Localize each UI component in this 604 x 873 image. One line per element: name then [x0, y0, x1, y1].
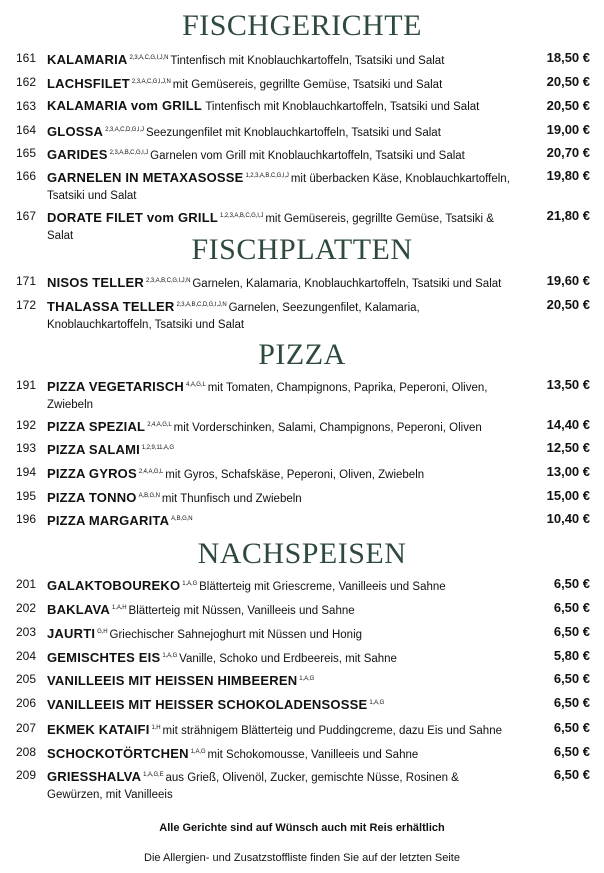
- item-name: LACHSFILET: [47, 76, 130, 91]
- allergen-codes: 1,2,3,A,B,C,G,I,J: [220, 213, 264, 219]
- item-description: mit Schokomousse, Vanilleeis und Sahne: [207, 749, 419, 761]
- item-price: 14,40 €: [546, 417, 590, 432]
- item-name: BAKLAVA: [47, 602, 111, 617]
- item-price: 21,80 €: [546, 208, 590, 223]
- allergen-codes: 1,A,G: [162, 653, 178, 659]
- allergen-note: Die Allergien- und Zusatzstoffliste finden Sie auf der letzten Seite: [144, 852, 460, 864]
- item-name: THALASSA TELLER: [47, 299, 175, 314]
- item-number: 166: [16, 169, 37, 183]
- item-name: PIZZA SPEZIAL: [47, 419, 146, 434]
- item-number: 162: [16, 75, 37, 89]
- item-number: 201: [16, 577, 37, 591]
- item-number: 205: [16, 672, 37, 686]
- item-price: 6,50 €: [553, 624, 590, 639]
- item-number: 171: [16, 274, 37, 288]
- item-price: 6,50 €: [553, 744, 590, 759]
- allergen-codes: 1,A,H: [112, 605, 127, 611]
- item-description: Blätterteig mit Griescreme, Vanilleeis und Sahne: [199, 581, 446, 593]
- item-description: mit Vorderschinken, Salami, Champignons, Peperoni, Oliven: [173, 422, 482, 434]
- item-number: 208: [16, 745, 37, 759]
- item-description: Garnelen, Kalamaria, Knoblauchkartoffeln, Tsatsiki und Salat: [192, 278, 502, 290]
- item-number: 209: [16, 768, 37, 782]
- item-number: 193: [16, 441, 37, 455]
- item-price: 19,80 €: [546, 168, 590, 183]
- allergen-codes: 2,3,A,C,D,G,I,J: [105, 127, 144, 133]
- item-name: JAURTI: [47, 626, 96, 641]
- item-number: 192: [16, 418, 37, 432]
- item-name: PIZZA TONNO: [47, 490, 137, 505]
- item-name: PIZZA GYROS: [47, 466, 137, 481]
- item-description: Tintenfisch mit Knoblauchkartoffeln, Tsatsiki und Salat: [205, 101, 480, 113]
- item-price: 6,50 €: [553, 671, 590, 686]
- item-description: mit überbacken Käse, Knoblauchkartoffeln, Tsatsiki und Salat: [47, 173, 510, 202]
- item-name: EKMEK KATAIFI: [47, 722, 150, 737]
- item-number: 167: [16, 209, 37, 223]
- item-price: 12,50 €: [546, 440, 590, 455]
- item-price: 6,50 €: [553, 600, 590, 615]
- item-name: GEMISCHTES EIS: [47, 650, 161, 665]
- item-number: 207: [16, 721, 37, 735]
- item-number: 164: [16, 123, 37, 137]
- allergen-codes: 2,4,A,G,L: [138, 469, 164, 475]
- item-name: NISOS TELLER: [47, 275, 145, 290]
- item-number: 196: [16, 512, 37, 526]
- allergen-codes: 1,H: [151, 725, 161, 731]
- item-description: mit Gemüsereis, gegrillte Gemüse, Tsatsiki und Salat: [172, 79, 443, 91]
- item-price: 20,70 €: [546, 145, 590, 160]
- item-description: mit Thunfisch und Zwiebeln: [161, 493, 302, 505]
- item-price: 20,50 €: [546, 98, 590, 113]
- item-price: 19,00 €: [546, 122, 590, 137]
- allergen-codes: 1,2,3,A,B,C,G,I,J: [245, 173, 289, 179]
- item-number: 194: [16, 465, 37, 479]
- item-description: Seezungenfilet mit Knoblauchkartoffeln, Tsatsiki und Salat: [145, 127, 441, 139]
- allergen-codes: 1,A,G: [369, 700, 385, 706]
- item-price: 13,00 €: [546, 464, 590, 479]
- rice-note: Alle Gerichte sind auf Wünsch auch mit Reis erhältlich: [159, 822, 445, 834]
- allergen-codes: 2,3,A,B,C,G,I,J: [109, 150, 149, 156]
- item-number: 161: [16, 51, 37, 65]
- allergen-codes: 2,4,A,G,L: [147, 422, 172, 428]
- item-number: 191: [16, 378, 37, 392]
- item-description: Griechischer Sahnejoghurt mit Nüssen und Honig: [109, 629, 363, 641]
- allergen-codes: 1,A,G,E: [143, 772, 164, 778]
- item-name: KALAMARIA: [47, 52, 128, 67]
- item-name: GARIDES: [47, 147, 108, 162]
- item-name: KALAMARIA vom GRILL: [47, 98, 202, 113]
- item-name: PIZZA SALAMI: [47, 442, 140, 457]
- allergen-codes: A,B,G,N: [138, 493, 160, 499]
- item-name: GARNELEN IN METAXASOSSE: [47, 170, 244, 185]
- allergen-codes: 1,A,G: [299, 676, 315, 682]
- item-price: 19,60 €: [546, 273, 590, 288]
- section-title-fischgerichte: FISCHGERICHTE: [182, 9, 422, 42]
- section-title-fischplatten: FISCHPLATTEN: [191, 233, 413, 266]
- allergen-codes: A,B,G,N: [171, 516, 193, 522]
- item-description: Vanille, Schoko und Erdbeereis, mit Sahne: [179, 653, 397, 665]
- item-number: 202: [16, 601, 37, 615]
- item-price: 10,40 €: [546, 511, 590, 526]
- item-description: mit Gyros, Schafskäse, Peperoni, Oliven, Zwiebeln: [165, 469, 425, 481]
- allergen-codes: 2,3,A,C,G,I,J,N: [129, 55, 169, 61]
- item-name: PIZZA VEGETARISCH: [47, 379, 185, 394]
- item-name: VANILLEEIS MIT HEISSER SCHOKOLADENSOSSE: [47, 697, 368, 712]
- item-price: 6,50 €: [553, 767, 590, 782]
- item-name: VANILLEEIS MIT HEISSEN HIMBEEREN: [47, 673, 298, 688]
- item-name: PIZZA MARGARITA: [47, 513, 170, 528]
- item-price: 5,80 €: [553, 648, 590, 663]
- item-price: 13,50 €: [546, 377, 590, 392]
- allergen-codes: G,H: [97, 629, 108, 635]
- item-description: Garnelen vom Grill mit Knoblauchkartoffeln, Tsatsiki und Salat: [150, 150, 465, 162]
- item-name: GRIESSHALVA: [47, 769, 142, 784]
- allergen-codes: 2,3,A,B,C,D,G,I,J,N: [176, 302, 227, 308]
- item-name: DORATE FILET vom GRILL: [47, 210, 218, 225]
- item-price: 6,50 €: [553, 695, 590, 710]
- item-description: mit strähnigem Blätterteig und Puddingcreme, dazu Eis und Sahne: [162, 725, 502, 737]
- item-description: Garnelen, Seezungenfilet, Kalamaria, Knoblauchkartoffeln, Tsatsiki und Salat: [47, 302, 420, 331]
- item-name: GALAKTOBOUREKO: [47, 578, 181, 593]
- allergen-codes: 1,2,9,11,A,G: [141, 445, 174, 451]
- item-price: 18,50 €: [546, 50, 590, 65]
- item-description: mit Gemüsereis, gegrillte Gemüse, Tsatsiki & Salat: [47, 213, 494, 242]
- item-number: 165: [16, 146, 37, 160]
- item-price: 6,50 €: [553, 576, 590, 591]
- item-price: 6,50 €: [553, 720, 590, 735]
- allergen-codes: 1,A,G: [190, 749, 206, 755]
- item-number: 195: [16, 489, 37, 503]
- item-number: 172: [16, 298, 37, 312]
- item-description: Blätterteig mit Nüssen, Vanilleeis und Sahne: [128, 605, 355, 617]
- item-number: 206: [16, 696, 37, 710]
- item-description: Tintenfisch mit Knoblauchkartoffeln, Tsatsiki und Salat: [170, 55, 445, 67]
- allergen-codes: 2,3,A,B,C,G,I,J,N: [146, 278, 191, 284]
- allergen-codes: 4,A,G,L: [186, 382, 206, 388]
- item-price: 20,50 €: [546, 297, 590, 312]
- item-number: 203: [16, 625, 37, 639]
- item-price: 20,50 €: [546, 74, 590, 89]
- item-description: mit Tomaten, Champignons, Paprika, Peperoni, Oliven, Zwiebeln: [47, 382, 488, 411]
- section-title-nachspeisen: NACHSPEISEN: [197, 537, 407, 570]
- section-title-pizza: PIZZA: [258, 338, 346, 371]
- allergen-codes: 2,3,A,C,G,I,J,N: [131, 79, 171, 85]
- item-price: 15,00 €: [546, 488, 590, 503]
- item-name: SCHOCKOTÖRTCHEN: [47, 746, 189, 761]
- item-name: GLOSSA: [47, 124, 104, 139]
- item-number: 204: [16, 649, 37, 663]
- item-number: 163: [16, 99, 37, 113]
- allergen-codes: 1,A,G: [182, 581, 198, 587]
- item-description: aus Grieß, Olivenöl, Zucker, gemischte Nüsse, Rosinen & Gewürzen, mit Vanilleeis: [47, 772, 459, 801]
